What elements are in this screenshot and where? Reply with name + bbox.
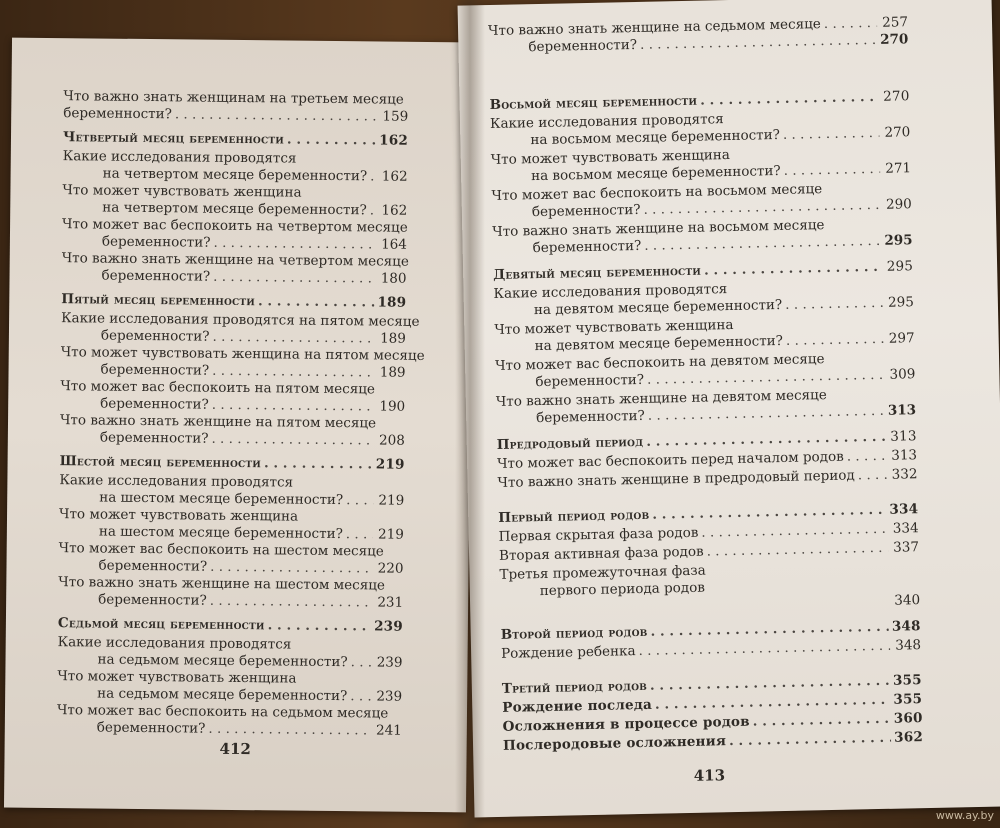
toc-entry	[60, 344, 425, 382]
entry-page-number: 309	[889, 366, 916, 383]
entry-title-cont: беременности?	[531, 201, 641, 221]
section-title: Первый период родов	[498, 506, 650, 526]
entry-title: Что может вас беспокоить перед началом родов	[496, 448, 844, 472]
entry-page-number: 360	[893, 710, 923, 727]
section-page-number: 270	[883, 88, 910, 105]
entry-page-number: 180	[380, 270, 407, 287]
toc-entry	[58, 574, 403, 612]
entry-page-number: 159	[382, 108, 409, 125]
entry-title-cont: беременности?	[536, 407, 645, 427]
entry-title-cont: беременности?	[101, 267, 211, 285]
section-title: Седьмой месяц беременности	[57, 615, 265, 634]
entry-title: Какие исследования проводятся	[57, 634, 292, 653]
toc-entry	[61, 250, 409, 288]
section-page-number: 219	[375, 456, 405, 473]
section-title: Шестой месяц беременности	[59, 453, 262, 472]
entry-page-number: 270	[884, 124, 911, 141]
entry-page-number: 164	[381, 236, 407, 253]
section-page-number: 348	[891, 618, 921, 635]
toc-entry	[62, 216, 407, 254]
entry-title: Какие исследования проводятся	[62, 148, 297, 167]
entry-title: Что может вас беспокоить на шестом месяце	[58, 540, 384, 560]
entry-title-cont: на девятом месяце беременности?	[534, 332, 784, 355]
entry-page-number: 348	[895, 637, 922, 654]
entry-title: Третья промежуточная фаза	[499, 562, 706, 583]
entry-title: Вторая активная фаза родов	[498, 543, 704, 564]
entry-title: Что важно знать женщине на пятом месяце	[59, 412, 377, 432]
section-title: Третий период родов	[501, 677, 648, 697]
entry-title: Какие исследования проводятся на пятом месяце	[61, 310, 420, 330]
entry-page-number: 295	[887, 294, 915, 311]
toc-section-heading	[61, 291, 406, 312]
entry-page-number: 257	[882, 14, 909, 31]
entry-page-number: 189	[380, 330, 406, 347]
left-page	[4, 38, 474, 813]
entry-page-number: 239	[376, 654, 403, 671]
entry-title-cont: беременности?	[101, 233, 211, 251]
toc-section-heading	[58, 615, 403, 636]
entry-page-number: 332	[891, 466, 918, 483]
entry-title: Какие исследования проводятся	[489, 111, 724, 133]
section-page-number: 295	[886, 258, 914, 275]
entry-page-number: 241	[375, 722, 402, 739]
entry-title: Что может чувствовать женщина	[57, 668, 297, 687]
section-title: Пятый месяц беременности	[61, 291, 256, 310]
entry-title-cont: на шестом месяце беременности?	[98, 523, 343, 543]
entry-title: Какие исследования проводятся	[59, 472, 294, 491]
page-number: 413	[693, 766, 726, 785]
toc-entry	[488, 14, 909, 57]
entry-page-number: 340	[894, 592, 921, 609]
entry-page-number: 190	[379, 398, 406, 415]
entry-title-cont: на четвертом месяце беременности?	[102, 199, 367, 219]
page-number: 412	[219, 739, 252, 759]
entry-title: Что может вас беспокоить на девятом месяце	[494, 351, 825, 374]
section-page-number: 239	[374, 618, 403, 635]
entry-title: Что может вас беспокоить на пятом месяце	[60, 378, 376, 398]
entry-title-cont: беременности?	[98, 557, 208, 575]
toc-entry	[60, 412, 405, 450]
entry-title: Осложнения в процессе родов	[502, 713, 750, 735]
entry-title: Что важно знать женщине на седьмом месяце	[487, 16, 821, 40]
entry-title: Что важно знать женщине в предродовый период	[497, 467, 855, 491]
toc-entry	[61, 310, 420, 348]
entry-title-cont: беременности?	[99, 429, 209, 447]
entry-page-number: 219	[377, 526, 404, 543]
toc-entry	[63, 148, 408, 186]
entry-title-cont: беременности?	[532, 237, 642, 257]
entry-title-cont: на седьмом месяце беременности?	[97, 685, 348, 705]
entry-page-number: 231	[377, 594, 404, 611]
toc-entry	[59, 472, 404, 510]
entry-title: Что важно знать женщине на четвертом месяце	[61, 250, 409, 270]
section-page-number: 334	[889, 501, 919, 518]
section-title: Предродовый период	[496, 433, 644, 453]
entry-title: Рождение ребенка	[500, 643, 636, 662]
entry-title-cont: беременности?	[98, 591, 207, 609]
section-page-number: 313	[890, 428, 917, 445]
entry-page-number: 162	[381, 202, 408, 219]
entry-title: Послеродовые осложнения	[502, 733, 727, 754]
entry-page-number: 295	[884, 232, 913, 249]
entry-title: Что может вас беспокоить на седьмом месяце	[56, 702, 389, 722]
entry-title-cont: беременности?	[528, 36, 638, 56]
watermark: www.ay.by	[935, 809, 994, 822]
section-title: Девятый месяц беременности	[493, 262, 702, 283]
toc-entry	[57, 668, 402, 706]
entry-title: Что важно знать женщине на девятом месяце	[495, 387, 827, 410]
entry-title: Первая скрытая фаза родов	[498, 524, 699, 545]
entry-page-number: 220	[377, 560, 404, 577]
entry-title: Что может вас беспокоить на четвертом месяце	[62, 216, 408, 236]
entry-title-cont: беременности?	[535, 371, 645, 391]
right-page	[458, 0, 1000, 818]
toc-section-heading	[63, 129, 408, 150]
entry-page-number: 313	[887, 402, 917, 419]
entry-title-cont: беременности?	[100, 361, 210, 379]
section-page-number: 162	[379, 132, 409, 149]
entry-title-cont: на восьмом месяце беременности?	[530, 162, 781, 185]
entry-title: Что важно знать женщине на шестом месяце	[58, 574, 386, 594]
entry-title-cont: беременности?	[100, 327, 210, 345]
entry-page-number: 355	[893, 691, 923, 708]
entry-title-cont: на девятом месяце беременности?	[533, 296, 783, 319]
toc-entry	[62, 182, 407, 220]
entry-title: Что может чувствовать женщина	[490, 147, 731, 169]
toc-entry	[58, 540, 403, 578]
entry-title-cont: на шестом месяце беременности?	[99, 489, 344, 509]
entry-page-number: 271	[885, 160, 912, 177]
toc-section-heading	[60, 453, 405, 474]
section-title: Второй период родов	[500, 623, 648, 643]
entry-title-cont: беременности?	[63, 105, 172, 123]
toc-entry	[60, 378, 405, 416]
section-page-number: 189	[377, 294, 407, 311]
entry-title-cont: беременности?	[100, 395, 209, 413]
section-title: Четвертый месяц беременности	[62, 129, 285, 148]
toc-entry	[499, 558, 920, 618]
entry-title-cont: на седьмом месяце беременности?	[97, 651, 348, 671]
entry-page-number: 208	[378, 432, 405, 449]
entry-page-number: 189	[379, 364, 406, 381]
entry-title: Что важно знать женщинам на третьем месяце	[63, 88, 404, 108]
entry-title: Что может вас беспокоить на восьмом месяце	[491, 181, 823, 205]
toc-entry	[57, 702, 402, 740]
entry-title: Что может чувствовать женщина	[494, 316, 734, 338]
entry-page-number: 239	[376, 688, 403, 705]
entry-title: Что важно знать женщине на восьмом месяце	[492, 217, 825, 241]
entry-page-number: 290	[885, 196, 912, 213]
entry-title-cont: беременности?	[96, 719, 206, 737]
entry-page-number: 219	[378, 492, 405, 509]
toc-entry	[492, 215, 913, 258]
entry-page-number: 334	[892, 520, 919, 537]
entry-title-cont: на четвертом месяце беременности?	[102, 165, 368, 185]
toc-entry	[63, 88, 408, 126]
entry-page-number: 337	[893, 539, 920, 556]
entry-title: Что может чувствовать женщина на пятом месяце	[60, 344, 425, 364]
section-page-number: 355	[892, 672, 922, 689]
entry-page-number: 297	[888, 330, 915, 347]
entry-title: Что может чувствовать женщина	[58, 506, 299, 525]
entry-title: Что может чувствовать женщина	[62, 182, 302, 201]
entry-page-number: 270	[880, 31, 909, 48]
entry-title-cont: на восьмом месяце беременности?	[530, 126, 781, 149]
entry-title-cont: первого периода родов	[539, 579, 706, 600]
entry-page-number: 162	[381, 168, 408, 185]
entry-title: Рождение последа	[502, 696, 653, 716]
entry-page-number: 313	[891, 447, 918, 464]
toc-entry	[496, 385, 917, 428]
toc-entry	[57, 634, 402, 672]
section-title: Восьмой месяц беременности	[489, 92, 698, 114]
entry-page-number: 362	[894, 729, 924, 746]
toc-entry	[59, 506, 404, 544]
entry-title: Какие исследования проводятся	[493, 281, 728, 302]
